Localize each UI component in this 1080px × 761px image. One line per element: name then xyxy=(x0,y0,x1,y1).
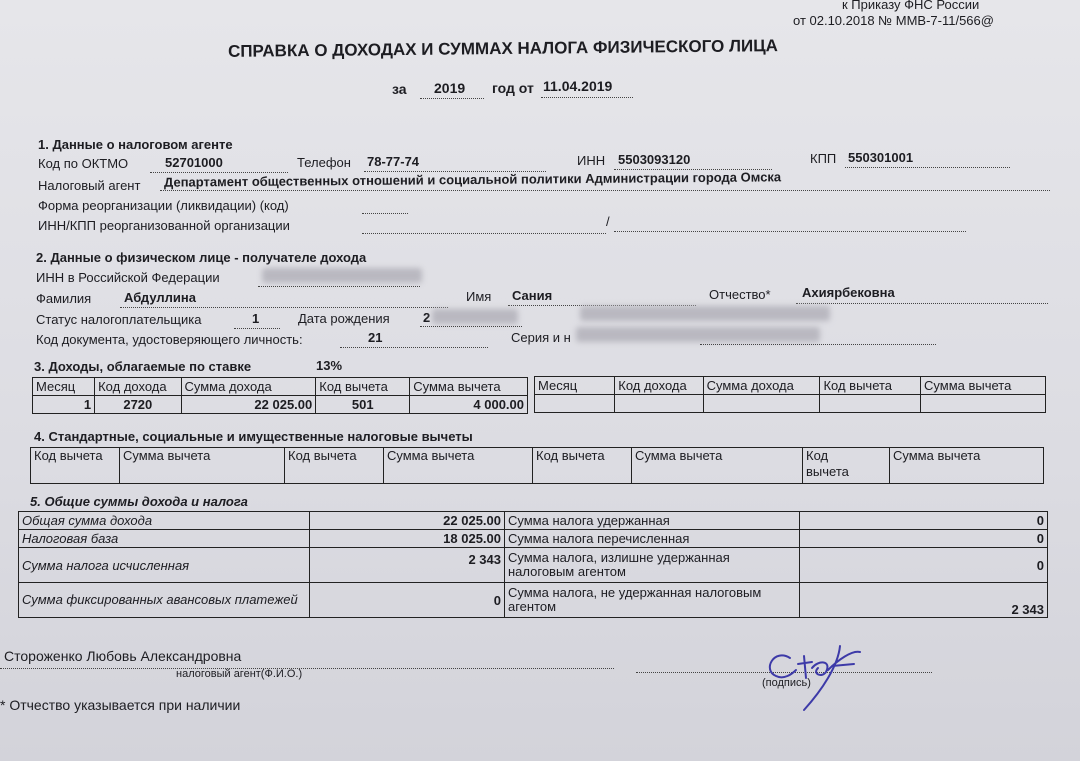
dob-label: Дата рождения xyxy=(298,311,390,326)
doc-code-label: Код документа, удостоверяющего личность: xyxy=(36,332,303,347)
row-deduction-code: 501 xyxy=(316,396,410,414)
signature-mark xyxy=(752,630,872,715)
row-income-sum: 22 025.00 xyxy=(181,396,316,414)
surname-label: Фамилия xyxy=(36,291,92,306)
deduction-sum-2: Сумма вычета xyxy=(384,448,533,484)
surname-value: Абдуллина xyxy=(124,290,196,305)
status-value: 1 xyxy=(252,311,260,326)
deduction-code-3: Код вычета xyxy=(533,448,632,484)
row-income-code: 2720 xyxy=(95,396,181,414)
header-income-code: Код дохода xyxy=(95,378,181,396)
reorg-inn-label: ИНН/КПП реорганизованной организации xyxy=(38,218,290,233)
header-month-2: Месяц xyxy=(535,377,615,395)
deduction-sum-3: Сумма вычета xyxy=(632,448,803,484)
section3-heading: 3. Доходы, облагаемые по ставке xyxy=(34,359,252,374)
agent-value: Департамент общественных отношений и социальной политики Администрации города Омска xyxy=(163,169,782,190)
table-row xyxy=(19,548,1048,583)
period-date: 11.04.2019 xyxy=(543,78,613,94)
series-label: Серия и н xyxy=(511,330,571,345)
oktmo-value: 52701000 xyxy=(165,155,223,170)
total-income-value: 22 025.00 xyxy=(310,512,505,530)
oktmo-label: Код по ОКТМО xyxy=(38,156,129,171)
deductions-table xyxy=(30,447,1044,484)
agent-label: Налоговый агент xyxy=(38,178,141,193)
patronymic-label: Отчество* xyxy=(709,287,771,302)
header-deduction-code-2: Код вычета xyxy=(820,377,921,395)
row-deduction-sum: 4 000.00 xyxy=(410,396,528,414)
dob-value: 2 xyxy=(423,310,431,325)
table-row xyxy=(19,530,1048,548)
tax-calculated-label: Сумма налога исчисленная xyxy=(19,548,310,583)
header-deduction-sum: Сумма вычета xyxy=(410,378,528,396)
redacted-passport xyxy=(576,327,820,342)
inn-value: 5503093120 xyxy=(618,152,691,167)
table-row xyxy=(33,396,528,414)
table-row xyxy=(19,512,1048,530)
advance-payments-value: 0 xyxy=(310,583,505,618)
name-label: Имя xyxy=(466,289,492,304)
section2-heading: 2. Данные о физическом лице - получателе дохода xyxy=(36,250,367,265)
tax-not-withheld-value: 2 343 xyxy=(800,583,1048,618)
order-ref-line2: от 02.10.2018 № ММВ-7-11/566@ xyxy=(793,13,994,28)
phone-value: 78-77-74 xyxy=(367,154,420,169)
redacted-dob xyxy=(432,309,518,324)
header-income-sum-2: Сумма дохода xyxy=(703,377,820,395)
tax-overwithheld-label: Сумма налога, излишне удержанная налоговым агентом xyxy=(505,548,800,583)
tax-base-value: 18 025.00 xyxy=(310,530,505,548)
tax-base-label: Налоговая база xyxy=(19,530,310,548)
status-label: Статус налогоплательщика xyxy=(36,312,202,327)
table-row xyxy=(19,583,1048,618)
tax-transferred-value: 0 xyxy=(800,530,1048,548)
tax-not-withheld-label: Сумма налога, не удержанная налоговым агентом xyxy=(505,583,800,618)
income-table-right xyxy=(534,376,1046,413)
reorg-form-label: Форма реорганизации (ликвидации) (код) xyxy=(38,198,289,213)
section3-rate: 13% xyxy=(316,358,343,373)
tax-overwithheld-value: 0 xyxy=(800,548,1048,583)
name-value: Сания xyxy=(512,288,553,303)
deduction-code-2: Код вычета xyxy=(285,448,384,484)
tax-calculated-value: 2 343 xyxy=(310,548,505,583)
period-mid: год от xyxy=(492,80,534,96)
tax-withheld-label: Сумма налога удержанная xyxy=(505,512,800,530)
agent-caption: налоговый агент(Ф.И.О.) xyxy=(176,668,303,680)
redacted-inn xyxy=(262,268,422,283)
person-inn-label: ИНН в Российской Федерации xyxy=(36,270,220,285)
agent-name: Стороженко Любовь Александровна xyxy=(4,648,242,664)
deduction-code-4: Код вычета xyxy=(803,448,890,484)
total-income-label: Общая сумма дохода xyxy=(19,512,310,530)
advance-payments-label: Сумма фиксированных авансовых платежей xyxy=(19,583,310,618)
header-income-sum: Сумма дохода xyxy=(181,378,316,396)
document-title: СПРАВКА О ДОХОДАХ И СУММАХ НАЛОГА ФИЗИЧЕСКОГО ЛИЦА xyxy=(227,36,779,61)
inn-label: ИНН xyxy=(577,153,606,168)
doc-code-value: 21 xyxy=(368,330,383,345)
header-deduction-sum-2: Сумма вычета xyxy=(921,377,1046,395)
slash: / xyxy=(606,214,610,229)
order-ref-line1: к Приказу ФНС России xyxy=(842,0,980,12)
section4-heading: 4. Стандартные, социальные и имущественные налоговые вычеты xyxy=(34,429,473,444)
phone-label: Телефон xyxy=(297,155,351,170)
tax-transferred-label: Сумма налога перечисленная xyxy=(505,530,800,548)
header-deduction-code: Код вычета xyxy=(316,378,410,396)
period-year: 2019 xyxy=(434,80,466,96)
deduction-sum-1: Сумма вычета xyxy=(120,448,285,484)
sign-caption: (подпись) xyxy=(762,677,811,689)
deduction-sum-4: Сумма вычета xyxy=(890,448,1044,484)
patronymic-value: Ахиярбековна xyxy=(802,285,895,300)
footnote: * Отчество указывается при наличии xyxy=(0,697,241,713)
header-month: Месяц xyxy=(33,378,95,396)
kpp-label: КПП xyxy=(810,151,837,166)
income-table-left xyxy=(32,377,528,414)
period-prefix: за xyxy=(392,81,407,97)
section1-heading: 1. Данные о налоговом агенте xyxy=(38,137,233,152)
redacted-birthplace xyxy=(580,306,830,321)
header-income-code-2: Код дохода xyxy=(615,377,703,395)
kpp-value: 550301001 xyxy=(848,150,914,165)
row-month: 1 xyxy=(33,396,95,414)
deduction-code-1: Код вычета xyxy=(31,448,120,484)
section5-heading: 5. Общие суммы дохода и налога xyxy=(30,494,248,509)
tax-withheld-value: 0 xyxy=(800,512,1048,530)
totals-table xyxy=(18,511,1048,618)
